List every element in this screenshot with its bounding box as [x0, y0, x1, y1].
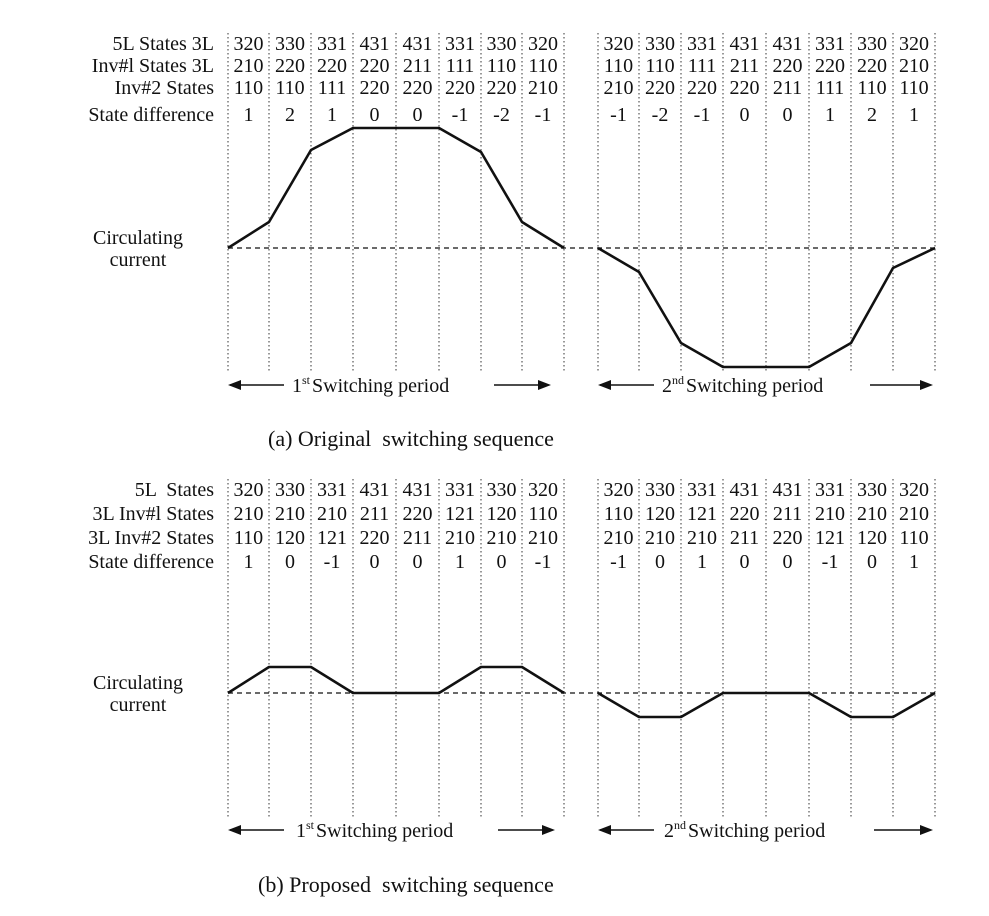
period2-arrow: [598, 373, 933, 397]
caption-original: (a) Original switching sequence: [268, 426, 554, 451]
period1-arrow: [228, 818, 555, 842]
state-cell: 220: [359, 55, 390, 77]
state-cell: 431: [359, 479, 390, 501]
state-cell: 120: [275, 527, 305, 549]
state-cell: 210: [528, 77, 558, 99]
circulating-label-line2: current: [109, 694, 167, 716]
state-difference-cell: 1: [243, 104, 254, 126]
state-difference-cell: 1: [825, 104, 835, 126]
state-cell: 431: [402, 33, 433, 55]
row-label-5l-states: 5L States 3L: [112, 33, 214, 55]
state-cell: 330: [275, 33, 305, 55]
state-cell: 220: [857, 55, 887, 77]
state-difference-cell: 0: [412, 104, 423, 126]
row-label-inv1-states: Inv#l States 3L: [91, 55, 214, 77]
state-cell: 431: [772, 33, 803, 55]
state-difference-cell: -1: [610, 551, 627, 573]
state-cell: 220: [729, 77, 760, 99]
circulating-label-line1: Circulating: [93, 672, 183, 694]
state-cell: 110: [528, 55, 558, 77]
state-table: [234, 33, 930, 126]
period1-label: 1st Switching period: [292, 373, 450, 397]
row-label-state-difference: State difference: [88, 104, 214, 126]
state-cell: 331: [687, 479, 717, 501]
state-cell: 331: [317, 33, 347, 55]
state-cell: 220: [359, 77, 390, 99]
state-cell: 211: [359, 503, 390, 525]
state-cell: 211: [402, 55, 433, 77]
state-cell: 210: [603, 77, 634, 99]
row-label-inv2-states: Inv#2 States: [114, 77, 214, 99]
state-cell: 220: [772, 527, 803, 549]
state-difference-cell: 1: [909, 104, 919, 126]
state-cell: 111: [317, 77, 347, 99]
state-difference-cell: 0: [782, 104, 793, 126]
state-difference-cell: 0: [285, 551, 295, 573]
state-cell: 210: [687, 527, 717, 549]
state-difference-cell: 0: [369, 551, 380, 573]
state-cell: 120: [857, 527, 887, 549]
panel-original: [88, 33, 937, 451]
state-difference-cell: 0: [655, 551, 665, 573]
state-difference-cell: -1: [534, 551, 552, 573]
caption-proposed: (b) Proposed switching sequence: [258, 872, 554, 897]
state-difference-cell: 1: [243, 551, 254, 573]
state-difference-cell: 0: [782, 551, 793, 573]
state-cell: 220: [402, 503, 433, 525]
state-cell: 210: [528, 527, 558, 549]
circulating-label-line2: current: [109, 249, 167, 271]
state-difference-cell: 0: [739, 104, 750, 126]
state-difference-cell: -1: [693, 104, 711, 126]
state-cell: 210: [857, 503, 887, 525]
state-cell: 331: [445, 33, 475, 55]
state-difference-cell: -1: [610, 104, 627, 126]
state-cell: 330: [645, 33, 675, 55]
state-cell: 210: [233, 503, 264, 525]
state-cell: 110: [603, 55, 634, 77]
state-cell: 320: [528, 479, 558, 501]
state-cell: 120: [486, 503, 517, 525]
state-cell: 111: [687, 55, 717, 77]
state-cell: 111: [815, 77, 845, 99]
state-cell: 330: [857, 479, 887, 501]
state-difference-cell: 2: [867, 104, 877, 126]
state-cell: 431: [729, 33, 760, 55]
state-cell: 210: [233, 55, 264, 77]
state-cell: 330: [857, 33, 887, 55]
panel-proposed: [88, 479, 937, 897]
state-cell: 110: [233, 77, 264, 99]
state-cell: 330: [275, 479, 305, 501]
state-cell: 220: [772, 55, 803, 77]
state-cell: 320: [899, 33, 929, 55]
period1-label: 1st Switching period: [296, 818, 454, 842]
state-cell: 320: [528, 33, 558, 55]
state-cell: 111: [445, 55, 475, 77]
row-label-inv2-states: 3L Inv#2 States: [88, 527, 214, 549]
state-cell: 431: [772, 479, 803, 501]
state-cell: 330: [486, 33, 517, 55]
state-cell: 220: [645, 77, 675, 99]
state-cell: 211: [729, 55, 760, 77]
state-difference-cell: -2: [651, 104, 669, 126]
state-difference-cell: 1: [697, 551, 707, 573]
state-cell: 220: [486, 77, 517, 99]
state-cell: 220: [445, 77, 475, 99]
state-cell: 211: [729, 527, 760, 549]
state-difference-cell: 0: [412, 551, 423, 573]
state-cell: 211: [772, 77, 803, 99]
state-difference-cell: -1: [821, 551, 839, 573]
state-cell: 331: [815, 33, 845, 55]
state-difference-cell: 1: [327, 104, 337, 126]
state-difference-cell: -1: [451, 104, 469, 126]
row-labels: [88, 33, 214, 126]
state-difference-cell: 1: [455, 551, 465, 573]
state-cell: 210: [899, 55, 929, 77]
state-difference-cell: 1: [909, 551, 919, 573]
state-cell: 110: [528, 503, 558, 525]
state-cell: 220: [687, 77, 717, 99]
state-cell: 121: [317, 527, 347, 549]
state-cell: 320: [603, 479, 634, 501]
state-cell: 210: [445, 527, 475, 549]
state-cell: 220: [729, 503, 760, 525]
circulating-label-line1: Circulating: [93, 227, 183, 249]
state-cell: 110: [899, 527, 929, 549]
state-cell: 320: [233, 479, 264, 501]
period2-label: 2nd Switching period: [664, 818, 826, 842]
state-cell: 121: [687, 503, 717, 525]
state-difference-cell: 0: [369, 104, 380, 126]
state-cell: 220: [359, 527, 390, 549]
period2-arrow: [598, 818, 933, 842]
state-cell: 331: [815, 479, 845, 501]
row-label-5l-states: 5L States: [134, 479, 214, 501]
state-cell: 210: [486, 527, 517, 549]
state-cell: 431: [729, 479, 760, 501]
state-cell: 210: [815, 503, 845, 525]
state-cell: 331: [687, 33, 717, 55]
state-cell: 331: [317, 479, 347, 501]
state-cell: 210: [899, 503, 929, 525]
state-table: [234, 479, 930, 573]
state-cell: 110: [603, 503, 634, 525]
state-cell: 220: [317, 55, 347, 77]
state-cell: 110: [233, 527, 264, 549]
state-cell: 110: [486, 55, 517, 77]
state-cell: 110: [899, 77, 929, 99]
state-difference-cell: 0: [739, 551, 750, 573]
state-difference-cell: -1: [534, 104, 552, 126]
state-cell: 431: [359, 33, 390, 55]
state-cell: 331: [445, 479, 475, 501]
row-labels: [88, 479, 214, 573]
state-difference-cell: 0: [496, 551, 507, 573]
state-difference-cell: 0: [867, 551, 877, 573]
state-difference-cell: 2: [285, 104, 295, 126]
state-cell: 220: [402, 77, 433, 99]
state-cell: 210: [275, 503, 305, 525]
state-cell: 211: [772, 503, 803, 525]
state-cell: 110: [645, 55, 675, 77]
row-label-inv1-states: 3L Inv#l States: [92, 503, 214, 525]
row-label-state-difference: State difference: [88, 551, 214, 573]
state-difference-cell: -1: [323, 551, 341, 573]
state-cell: 220: [815, 55, 845, 77]
circulating-current-trace-period2: [598, 693, 935, 717]
state-cell: 330: [645, 479, 675, 501]
state-cell: 210: [645, 527, 675, 549]
state-cell: 121: [445, 503, 475, 525]
state-cell: 320: [233, 33, 264, 55]
state-cell: 210: [317, 503, 347, 525]
state-cell: 120: [645, 503, 675, 525]
state-difference-cell: -2: [493, 104, 510, 126]
state-cell: 320: [899, 479, 929, 501]
state-cell: 320: [603, 33, 634, 55]
state-cell: 330: [486, 479, 517, 501]
state-cell: 431: [402, 479, 433, 501]
period2-label: 2nd Switching period: [662, 373, 824, 397]
state-cell: 110: [857, 77, 887, 99]
state-cell: 220: [275, 55, 305, 77]
period1-arrow: [228, 373, 551, 397]
state-cell: 211: [402, 527, 433, 549]
state-cell: 121: [815, 527, 845, 549]
state-cell: 110: [275, 77, 305, 99]
state-cell: 210: [603, 527, 634, 549]
